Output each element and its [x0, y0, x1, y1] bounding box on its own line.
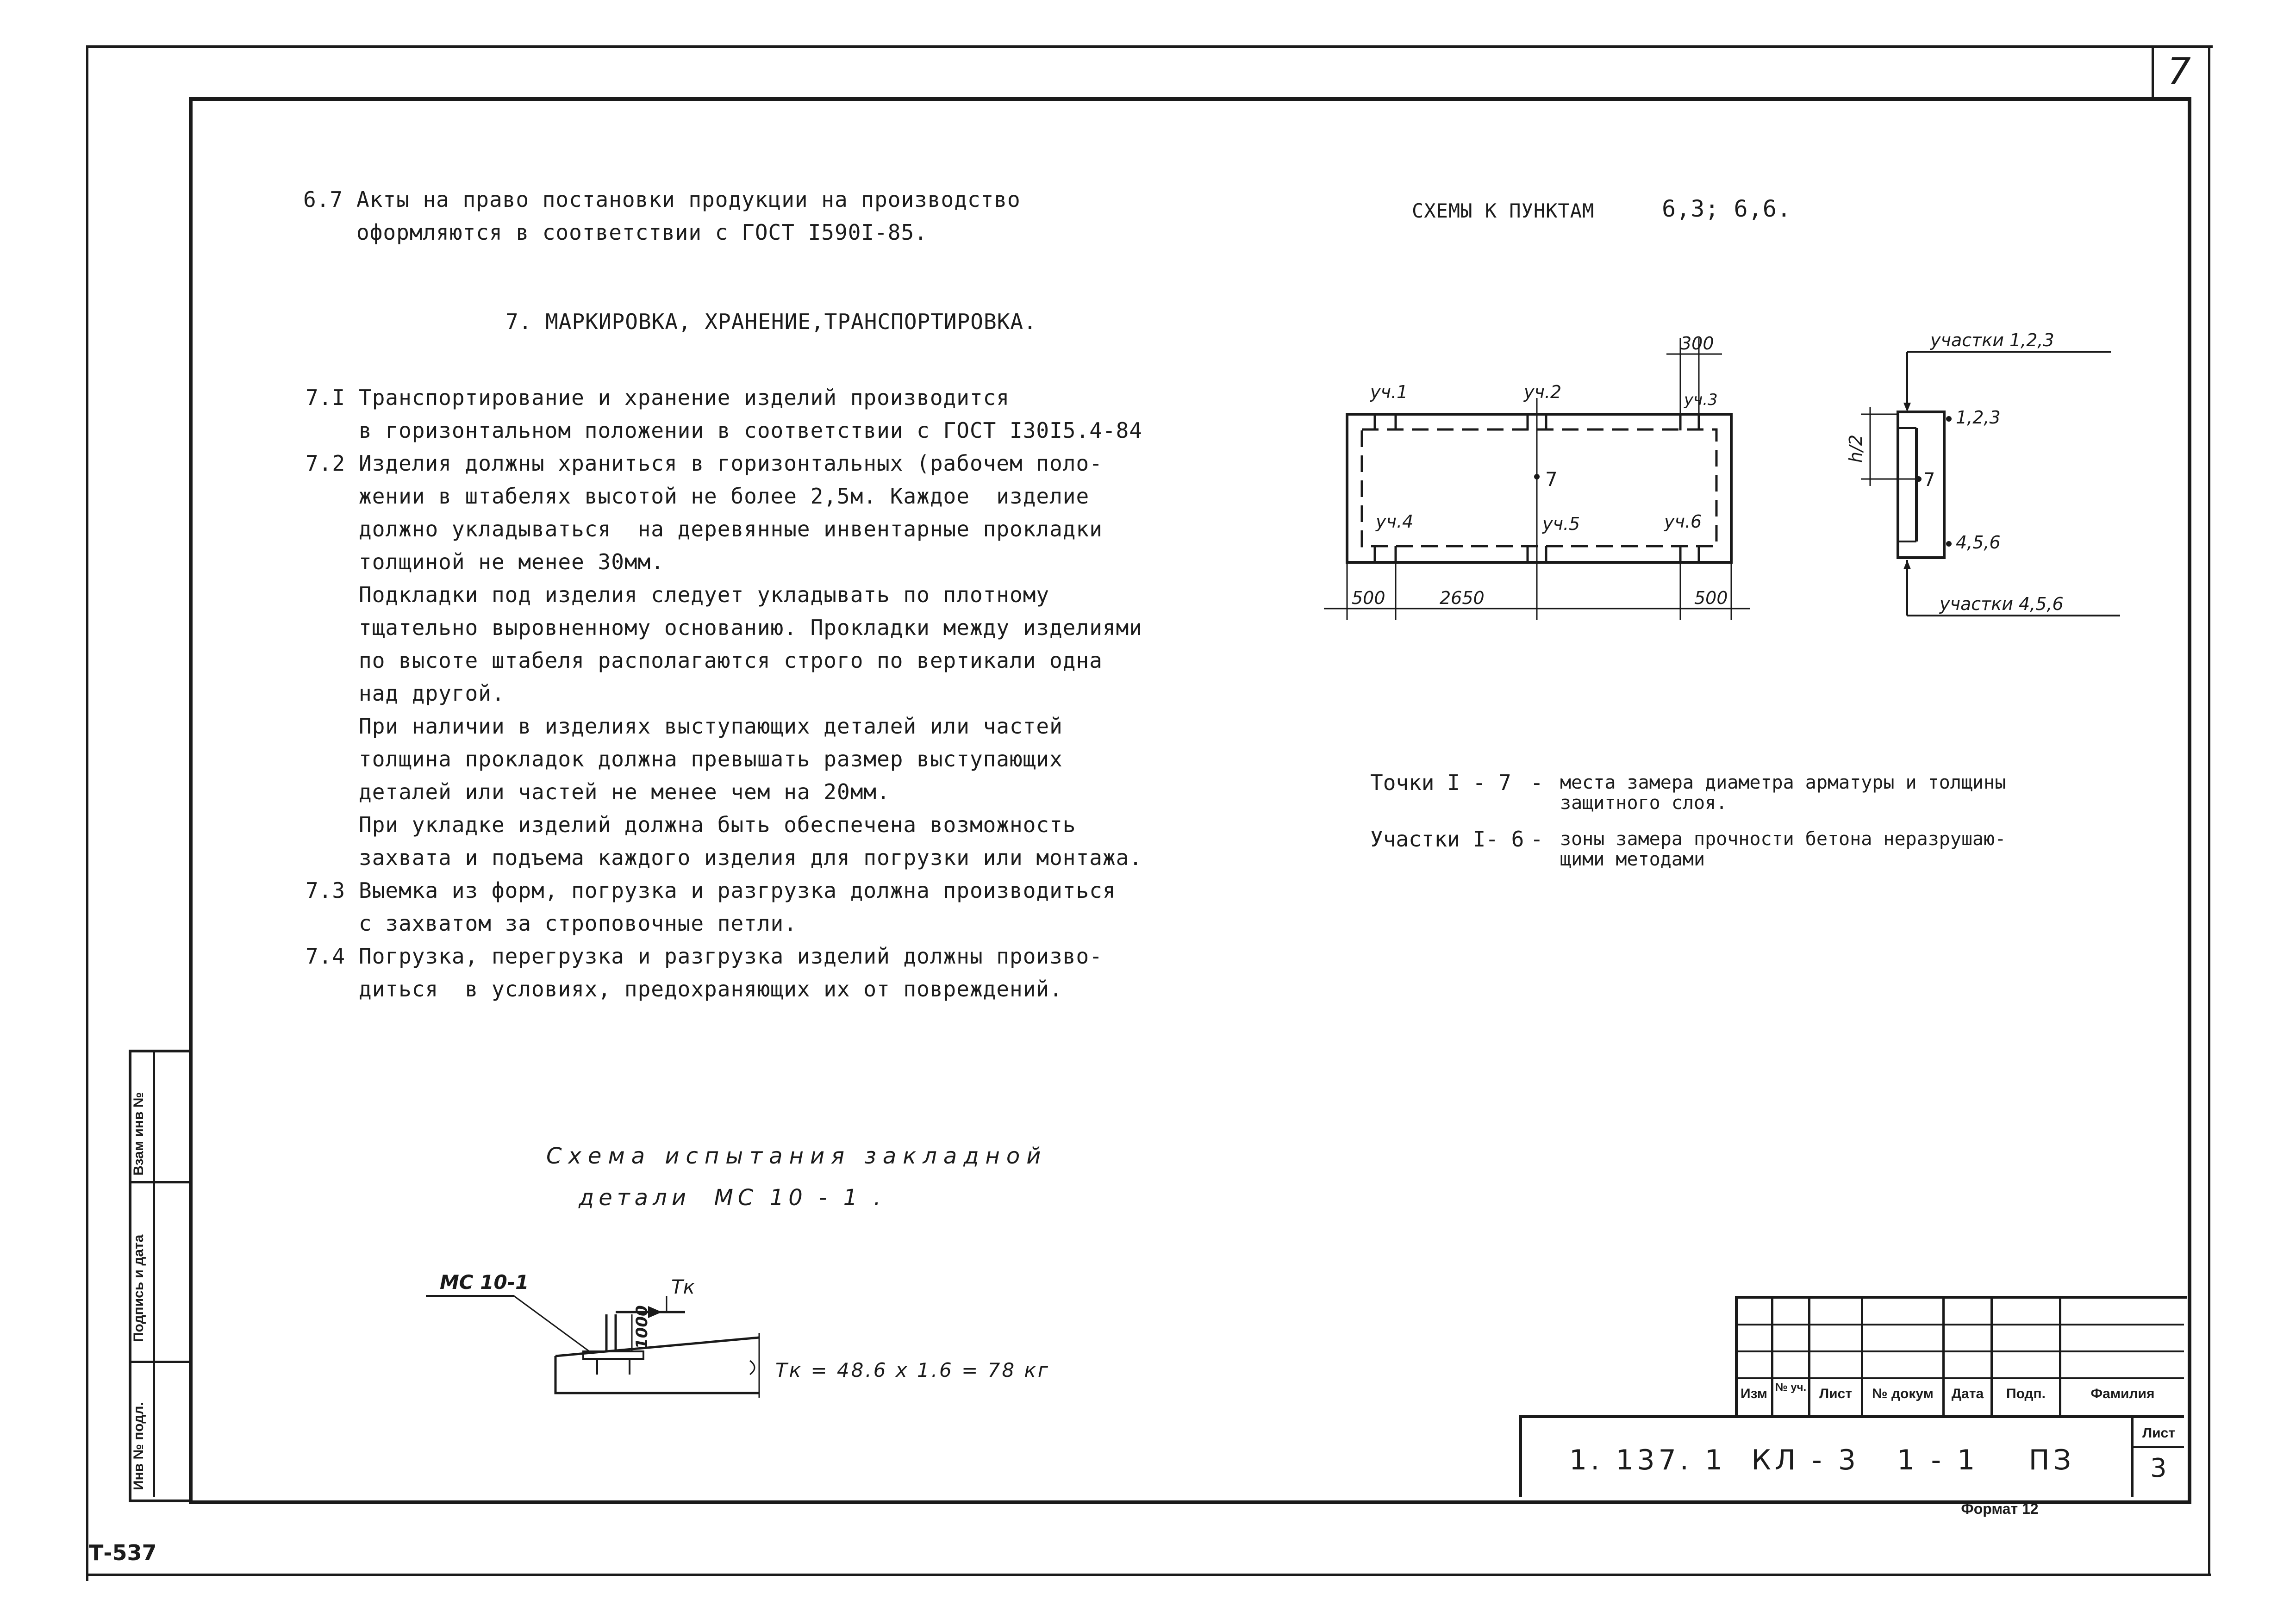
plan-point-7	[1534, 474, 1540, 479]
clause-line: Изделия должны храниться в горизонтальных (рабочем поло-	[359, 451, 1103, 476]
stamp-designation: 1. 137. 1 КЛ - 3 1 - 1 ПЗ	[1569, 1444, 2075, 1476]
legend-desc: места замера диаметра арматуры и толщины	[1560, 772, 2006, 793]
clause-line: Транспортирование и хранение изделий производится	[359, 385, 1010, 410]
clause-line: над другой.	[359, 681, 505, 706]
plan-label-u4: уч.4	[1376, 511, 1414, 532]
clause-line: Акты на право постановки продукции на производство	[356, 187, 1021, 212]
clause-line: тщательно выровненному основанию. Прокладки между изделиями	[359, 615, 1142, 640]
side-strip-row-line	[129, 1181, 189, 1183]
stamp-header-list: Лист	[1819, 1386, 1852, 1401]
clause-line: Погрузка, перегрузка и разгрузка изделий должны произво-	[359, 944, 1103, 969]
plan-label-point7: 7	[1545, 468, 1558, 491]
section-point7: 7	[1923, 469, 1935, 491]
test-scheme-title-line2: детали МС 10 - 1 .	[579, 1185, 886, 1211]
test-scheme-title-line1: Схема испытания закладной	[546, 1143, 1048, 1169]
clause-number: 7.3	[306, 878, 346, 903]
clause-line: с захватом за строповочные петли.	[359, 911, 797, 936]
side-strip-divider	[153, 1050, 155, 1497]
section-pts-bottom: 4,5,6	[1956, 532, 2001, 553]
plan-dim-top: 300	[1680, 333, 1714, 354]
stamp-header-izm: Изм	[1741, 1386, 1767, 1401]
clause-number: 7.I	[306, 385, 346, 410]
section-areas-bottom: участки 4,5,6	[1940, 594, 2064, 614]
plan-label-u5: уч.5	[1542, 514, 1580, 534]
plan-label-u2: уч.2	[1524, 382, 1562, 402]
side-strip-cell-original-inv: Инв № подл.	[131, 1402, 146, 1490]
plan-label-u1: уч.1	[1370, 382, 1408, 402]
test-dim-label: 1000	[633, 1305, 651, 1349]
test-scheme-drawing	[426, 1268, 1065, 1421]
clause-number: 6.7	[303, 187, 343, 212]
section-heading: 7. МАРКИРОВКА, ХРАНЕНИЕ,ТРАНСПОРТИРОВКА.	[505, 309, 1037, 334]
legend-term: Точки I - 7	[1370, 770, 1511, 795]
clause-line: оформляются в соответствии с ГОСТ I590I-85.	[356, 220, 928, 245]
plan-dim-left: 500	[1352, 588, 1385, 608]
schemes-title-refs: 6,3; 6,6.	[1662, 195, 1791, 222]
clause-line: в горизонтальном положении в соответствии с ГОСТ I30I5.4-84	[359, 418, 1142, 443]
legend-dash: -	[1530, 770, 1543, 795]
clause-line: При укладке изделий должна быть обеспечена возможность	[359, 812, 1076, 837]
clause-line: должно укладываться на деревянные инвентарные прокладки	[359, 516, 1103, 541]
stamp-header-uch: № уч.	[1775, 1381, 1807, 1394]
clause-line: При наличии в изделиях выступающих деталей или частей	[359, 714, 1063, 739]
side-strip-cell-signature-date: Подпись и дата	[131, 1234, 146, 1342]
clause-line: захвата и подъема каждого изделия для погрузки или монтажа.	[359, 845, 1142, 870]
clause-line: жении в штабелях высотой не более 2,5м. Каждое изделие	[359, 484, 1090, 509]
legend-desc: защитного слоя.	[1560, 792, 1728, 814]
plan-label-u6: уч.6	[1664, 511, 1702, 532]
test-formula: Тк = 48.6 х 1.6 = 78 кг	[775, 1359, 1050, 1381]
clause-line: деталей или частей не менее чем на 20мм.	[359, 779, 890, 804]
section-areas-top: участки 1,2,3	[1930, 330, 2054, 350]
legend-desc: щими методами	[1560, 849, 1705, 870]
section-profile	[1898, 412, 1944, 558]
plan-dim-mid: 2650	[1440, 588, 1485, 608]
section-pts-top: 1,2,3	[1956, 407, 2001, 428]
outer-frame-right	[2208, 45, 2210, 1575]
plan-outline	[1347, 414, 1731, 562]
schemes-title: СХЕМЫ К ПУНКТАМ	[1412, 199, 1595, 222]
stamp-header-date: Дата	[1951, 1386, 1984, 1401]
test-slab	[555, 1338, 759, 1393]
clause-line: диться в условиях, предохраняющих их от повреждений.	[359, 977, 1063, 1002]
side-strip-row-line	[129, 1361, 189, 1363]
clause-line: Выемка из форм, погрузка и разгрузка должна производиться	[359, 878, 1116, 903]
section-dim-h2: h/2	[1846, 434, 1866, 463]
stamp-header-surname: Фамилия	[2090, 1386, 2155, 1401]
stamp-sheet-label: Лист	[2142, 1425, 2175, 1441]
plan-label-u3: уч.3	[1684, 391, 1718, 409]
legend-term: Участки I- 6	[1370, 827, 1524, 852]
outer-frame-bottom	[86, 1574, 2211, 1576]
right-edge-mark	[2189, 602, 2191, 694]
plan-dashed-outline	[1362, 429, 1716, 546]
section-scheme	[1824, 319, 2148, 625]
test-force-label: Тк	[671, 1276, 695, 1298]
stamp-header-doc: № докум	[1872, 1386, 1934, 1401]
clause-line: Подкладки под изделия следует укладывать по плотному	[359, 582, 1050, 607]
clause-number: 7.2	[306, 451, 346, 476]
clause-number: 7.4	[306, 944, 346, 969]
right-edge-mark	[2189, 111, 2191, 185]
clause-line: по высоте штабеля располагаются строго по вертикали одна	[359, 648, 1103, 673]
clause-line: толщина прокладок должна превышать размер выступающих	[359, 747, 1063, 772]
stamp-format-label: Формат 12	[1961, 1500, 2039, 1517]
legend-desc: зоны замера прочности бетона неразрушаю-	[1560, 828, 2006, 850]
test-part-label: МС 10-1	[440, 1271, 529, 1294]
side-strip-cell-replace-inv: Взам инв №	[131, 1092, 146, 1176]
outer-frame-top	[87, 45, 2213, 48]
stamp-header-sign: Подп.	[2006, 1386, 2046, 1401]
outer-frame-left	[86, 45, 88, 1581]
clause-line: толщиной не менее 30мм.	[359, 549, 664, 574]
plan-dim-right: 500	[1694, 588, 1728, 608]
stamp-sheet-number: 3	[2150, 1453, 2167, 1483]
plan-scheme	[1324, 324, 1768, 629]
archive-mark: Т-537	[89, 1540, 157, 1565]
corner-sheet-number: 7	[2167, 50, 2191, 93]
legend-dash: -	[1530, 827, 1543, 852]
